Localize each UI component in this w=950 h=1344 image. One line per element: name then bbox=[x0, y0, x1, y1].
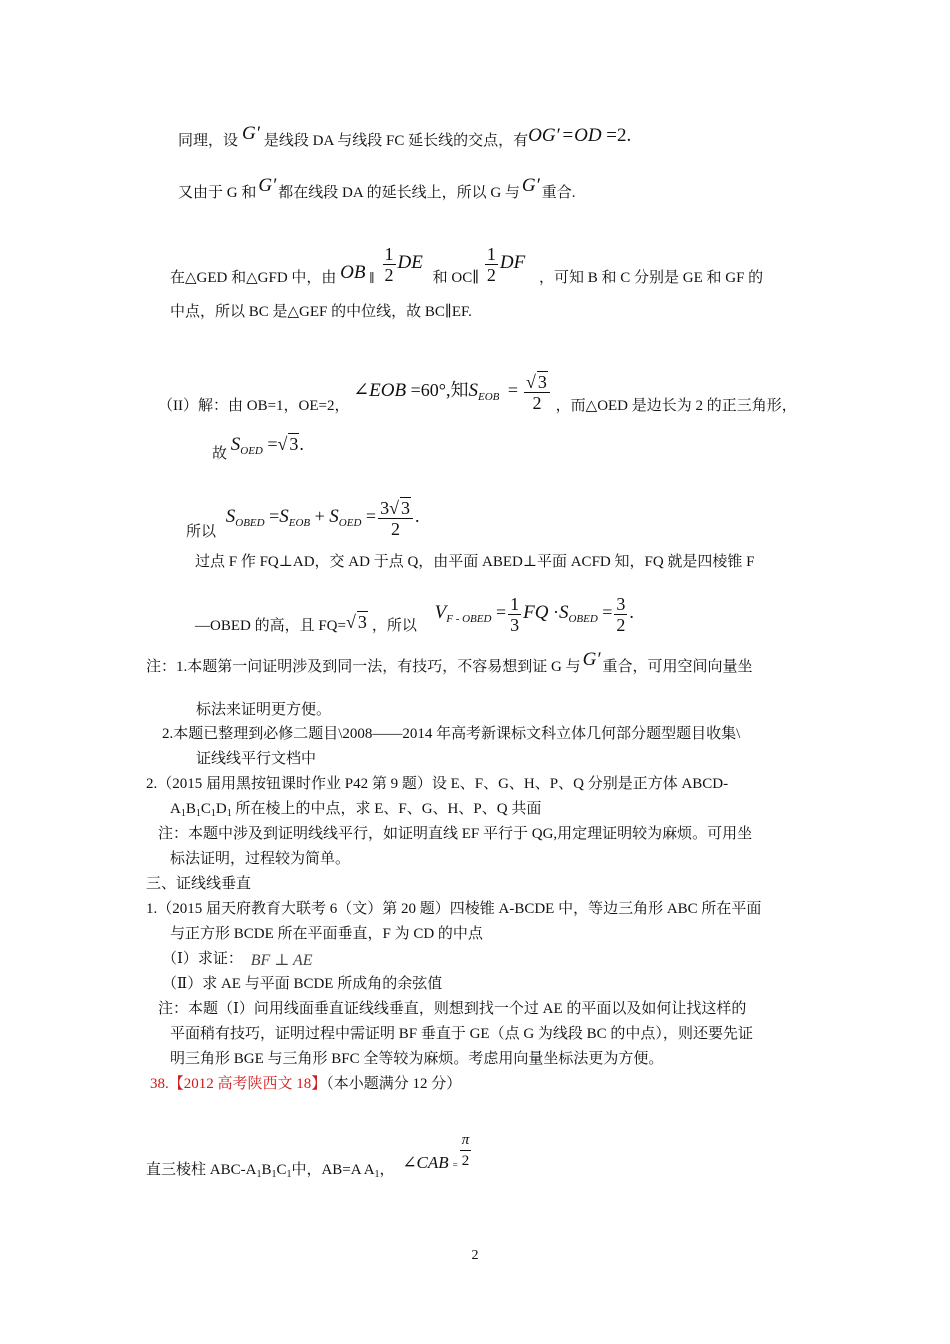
line-4: 中点，所以 BC 是△GEF 的中位线，故 BC∥EF. bbox=[170, 304, 472, 320]
math-sqrt3: √ 3 bbox=[345, 611, 367, 632]
question-1-note-line-3: 明三角形 BGE 与三角形 BFC 全等较为麻烦。考虑用向量坐标法更为方便。 bbox=[170, 1051, 664, 1067]
line-8: 过点 F 作 FQ⊥AD，交 AD 于点 Q，由平面 ABED⊥平面 ACFD 知，FQ 就是四棱锥 F bbox=[195, 554, 755, 570]
question-1-note-line-2: 平面稍有技巧，证明过程中需证明 BF 垂直于 GE（点 G 为线段 BC 的中点），则还要先证 bbox=[170, 1026, 753, 1042]
math-g-prime: G′ bbox=[258, 175, 277, 196]
line-3: 在△GED 和△GFD 中，由 OB ∥ $\frac{1}{2}$ DE 和 OC∥ $\frac{1}{2}$ DF ，可知 B 和 C 分别是 GE 和 GF 的 bbox=[170, 244, 764, 286]
fraction-pi-over-2: $\frac{\pi}{2}$ bbox=[461, 1132, 470, 1169]
problem-2-line-2: $A_1B_1C_1D_1$ 所在棱上的中点，求 E、F、G、H、P、Q 共面 bbox=[170, 801, 542, 819]
problem-2-line-1: 2.（2015 届用黑按钮课时作业 P42 第 9 题）设 E、F、G、H、P、Q 分别是正方体 ABCD- bbox=[146, 776, 729, 792]
math-ob: OB bbox=[340, 261, 366, 283]
line-7: 所以 $S_{OBED} =S_{EOB} + S_{OED}$ = $\frac{3√ 3}{2}$ . bbox=[186, 498, 420, 540]
line-2: 又由于 G 和 G′ 都在线段 DA 的延长线上，所以 G 与 G′ 重合. bbox=[178, 175, 576, 201]
page-number: 2 bbox=[471, 1248, 479, 1263]
line-6: 故 $S_{OED}$ =√ 3. bbox=[212, 434, 304, 462]
math-g-prime: G′ bbox=[242, 123, 260, 144]
math-bf-perp-ae: BF ⊥ AE bbox=[250, 952, 313, 969]
note-2-line-2: 证线线平行文档中 bbox=[196, 751, 317, 767]
note-1-line-2: 标法来证明更方便。 bbox=[196, 702, 332, 718]
line-1: 同理，设 G′ 是线段 DA 与线段 FC 延长线的交点，有OG′ =OD =2. bbox=[178, 123, 632, 149]
math-angle-cab: ∠CAB = bbox=[402, 1152, 458, 1172]
question-38-statement: 直三棱柱 ABC-$A_1B_1C_1$中，AB=A $A_1$， ∠CAB = $\frac{\pi}{2}$ bbox=[146, 1132, 470, 1180]
question-1-line-2: 与正方形 BCDE 所在平面垂直，F 为 CD 的中点 bbox=[170, 926, 483, 942]
line-5: （II）解：由 OB=1，OE=2， ∠EOB =60°,知$S_{EOB}$ = $\frac{√ 3}{2}$ ，而△OED 是边长为 2 的正三角形， bbox=[158, 372, 797, 414]
math-volume: $V_{F - OBED}$ = bbox=[434, 601, 507, 625]
section-heading: 三、证线线垂直 bbox=[146, 876, 252, 892]
question-38-source-tag: 38.【2012 高考陕西文 18】 bbox=[150, 1076, 327, 1092]
math-og-eq-od: OG′ =OD =2. bbox=[528, 125, 632, 146]
math-angle-eob: ∠EOB =60°,知$S_{EOB}$ = bbox=[353, 379, 519, 403]
question-1-line-1: 1.（2015 届天府教育大联考 6（文）第 20 题）四棱锥 A-BCDE 中，等边三角形 ABC 所在平面 bbox=[146, 901, 762, 917]
math-g-prime: G′ bbox=[582, 649, 601, 670]
math-df: DF bbox=[499, 251, 526, 273]
fraction-3sqrt3-over-2: $\frac{3√ 3}{2}$ bbox=[378, 498, 413, 539]
fraction-half: $\frac{1}{2}$ bbox=[486, 244, 496, 285]
question-38-heading: 38.【2012 高考陕西文 18】（本小题满分 12 分） bbox=[150, 1076, 462, 1092]
fraction-three-halves: $\frac{3}{2}$ bbox=[616, 594, 626, 635]
fraction-third: $\frac{1}{3}$ bbox=[510, 594, 520, 635]
note-1-line-1: 注：1.本题第一问证明涉及到同一法，有技巧，不容易想到证 G 与 G′ 重合，可用空间向量坐 bbox=[146, 649, 753, 675]
math-s-oed: $S_{OED}$ =√ 3. bbox=[230, 434, 304, 457]
fraction-sqrt3-over-2: $\frac{√ 3}{2}$ bbox=[524, 372, 550, 413]
question-1-part-1: （Ⅰ）求证： BF ⊥ AE bbox=[162, 951, 313, 969]
question-1-note-line-1: 注：本题（Ⅰ）问用线面垂直证线线垂直，则想到找一个过 AE 的平面以及如何让找这样的 bbox=[158, 1001, 747, 1017]
note-2-line-1: 2.本题已整理到必修二题目\2008——2014 年高考新课标文科立体几何部分题型题目收集\ bbox=[162, 726, 741, 742]
fraction-half: $\frac{1}{2}$ bbox=[384, 244, 394, 285]
line-9: —OBED 的高，且 FQ=√ 3 ，所以 $V_{F - OBED}$ = $\frac{1}{3}$ FQ $\cdot S_{OBED}$ = $\frac{3}{2}$ . bbox=[195, 594, 634, 635]
math-de: DE bbox=[397, 251, 423, 273]
math-g-prime: G′ bbox=[521, 175, 540, 196]
question-1-part-2: （Ⅱ）求 AE 与平面 BCDE 所成角的余弦值 bbox=[162, 976, 443, 992]
parallel-equal-symbol: ∥ bbox=[369, 270, 375, 285]
math-fq-s: FQ $\cdot S_{OBED}$ = bbox=[523, 601, 613, 625]
problem-2-note-line-2: 标法证明，过程较为简单。 bbox=[170, 851, 351, 867]
problem-2-note-line-1: 注：本题中涉及到证明线线平行，如证明直线 EF 平行于 QG,用定理证明较为麻烦。可用坐 bbox=[158, 826, 753, 842]
math-s-obed: $S_{OBED} =S_{EOB} + S_{OED}$ = bbox=[225, 505, 377, 529]
